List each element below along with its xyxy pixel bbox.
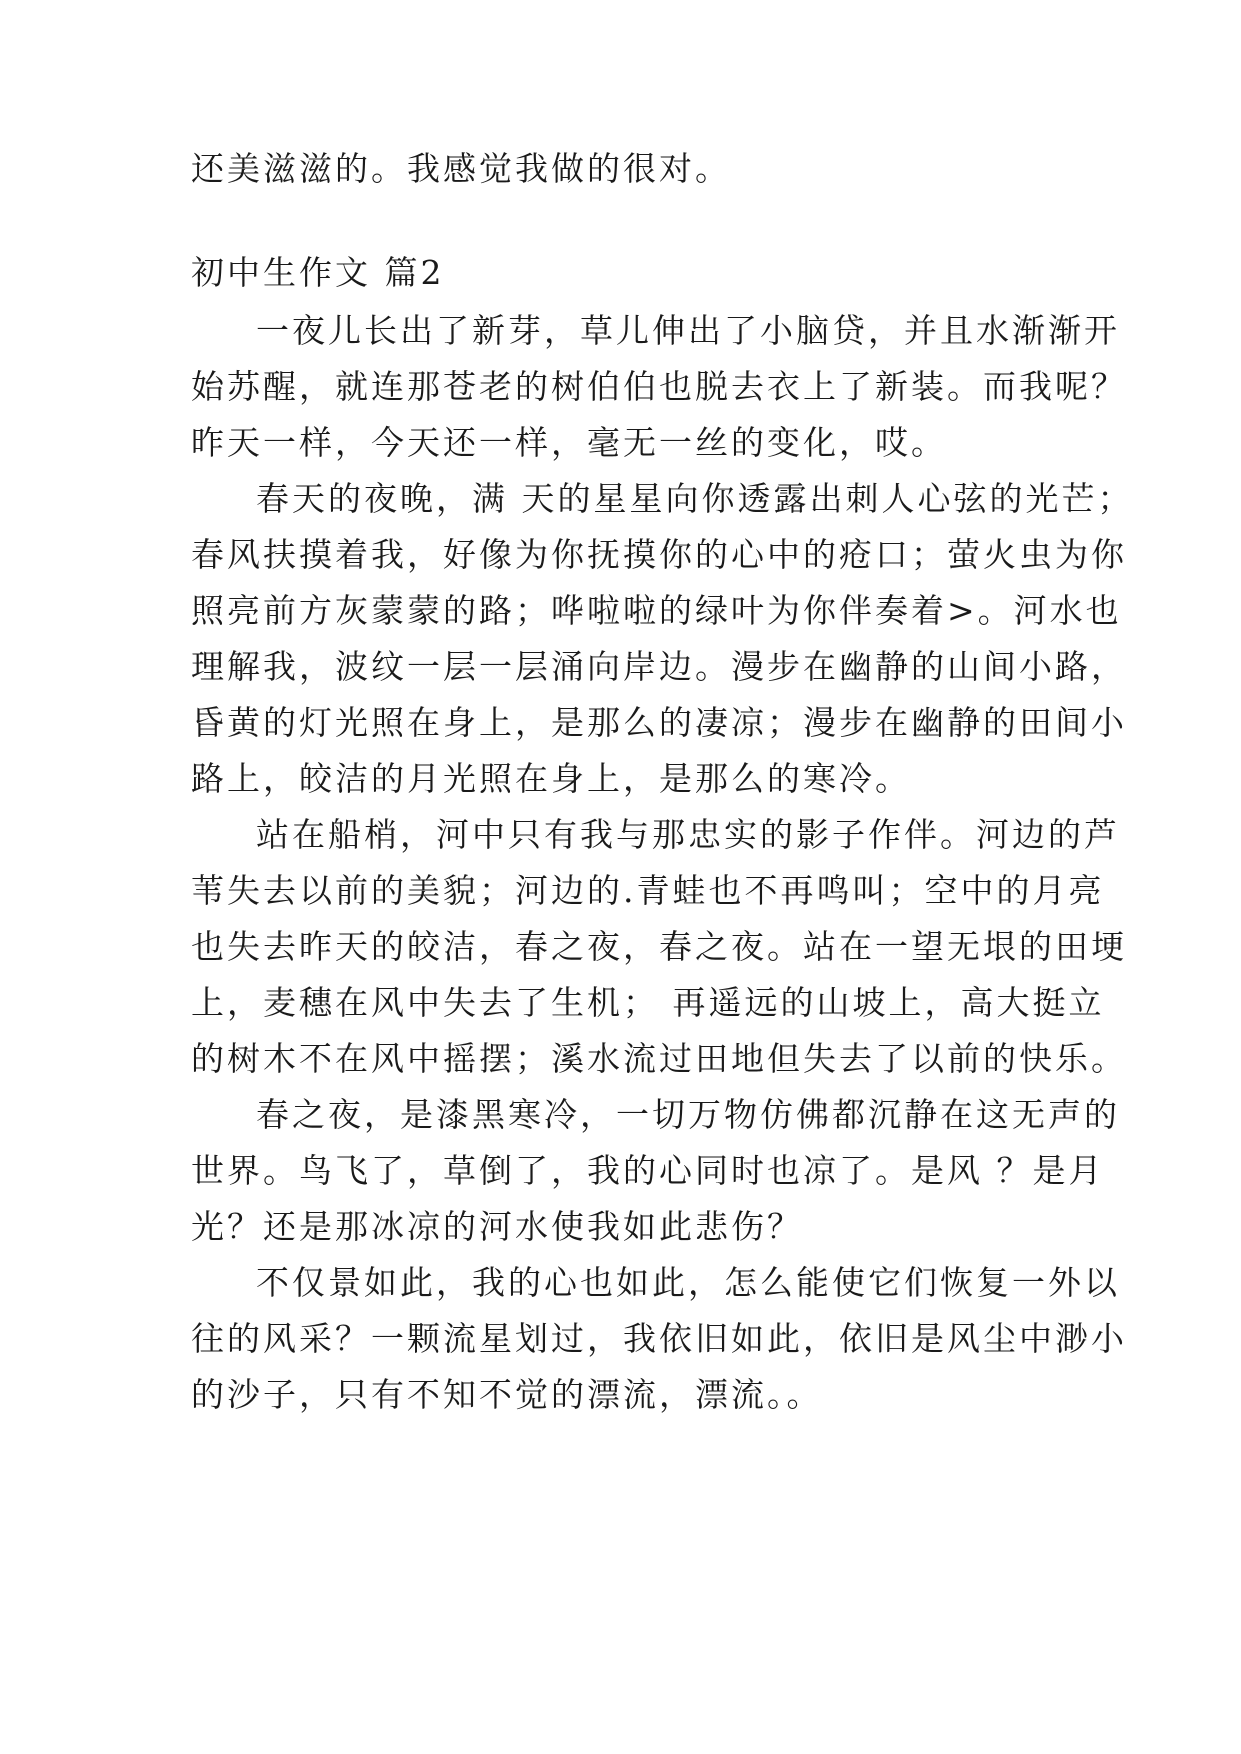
paragraph-5-line-2: 往的风采？一颗流星划过，我依旧如此，依旧是风尘中渺小 [191,1319,1127,1358]
paragraph-2-line-5: 昏黄的灯光照在身上，是那么的凄凉；漫步在幽静的田间小 [191,703,1127,742]
paragraph-1-line-3: 昨天一样，今天还一样，毫无一丝的变化，哎。 [191,423,947,462]
paragraph-2-line-3: 照亮前方灰蒙蒙的路；哗啦啦的绿叶为你伴奏着>。河水也 [191,591,1122,630]
paragraph-5-line-1: 不仅景如此，我的心也如此，怎么能使它们恢复一外以 [256,1263,1120,1302]
paragraph-3-line-5: 的树木不在风中摇摆；溪水流过田地但失去了以前的快乐。 [191,1039,1127,1078]
paragraph-5-line-3: 的沙子，只有不知不觉的漂流，漂流。。 [191,1375,823,1414]
paragraph-4-line-3: 光？还是那冰凉的河水使我如此悲伤？ [191,1207,803,1246]
paragraph-3-line-2: 苇失去以前的美貌；河边的.青蛙也不再鸣叫；空中的月亮 [191,871,1105,910]
paragraph-2-line-1: 春天的夜晚，满 天的星星向你透露出刺人心弦的光芒； [256,479,1134,518]
intro-text-line: 还美滋滋的。我感觉我做的很对。 [191,149,731,188]
section-heading: 初中生作文 篇2 [191,253,445,292]
paragraph-1-line-1: 一夜儿长出了新芽，草儿伸出了小脑贷，并且水渐渐开 [256,311,1120,350]
paragraph-2-line-6: 路上，皎洁的月光照在身上，是那么的寒冷。 [191,759,911,798]
paragraph-4-line-1: 春之夜，是漆黑寒冷，一切万物仿佛都沉静在这无声的 [256,1095,1120,1134]
paragraph-3-line-3: 也失去昨天的皎洁，春之夜，春之夜。站在一望无垠的田埂 [191,927,1127,966]
paragraph-3-line-1: 站在船梢，河中只有我与那忠实的影子作伴。河边的芦 [256,815,1120,854]
paragraph-3-line-4: 上，麦穗在风中失去了生机； 再遥远的山坡上，高大挺立 [191,983,1105,1022]
paragraph-4-line-2: 世界。鸟飞了，草倒了，我的心同时也凉了。是风 ？是月 [191,1151,1105,1190]
paragraph-1-line-2: 始苏醒，就连那苍老的树伯伯也脱去衣上了新装。而我呢？ [191,367,1127,406]
paragraph-2-line-4: 理解我，波纹一层一层涌向岸边。漫步在幽静的山间小路， [191,647,1127,686]
paragraph-2-line-2: 春风扶摸着我，好像为你抚摸你的心中的疮口；萤火虫为你 [191,535,1127,574]
